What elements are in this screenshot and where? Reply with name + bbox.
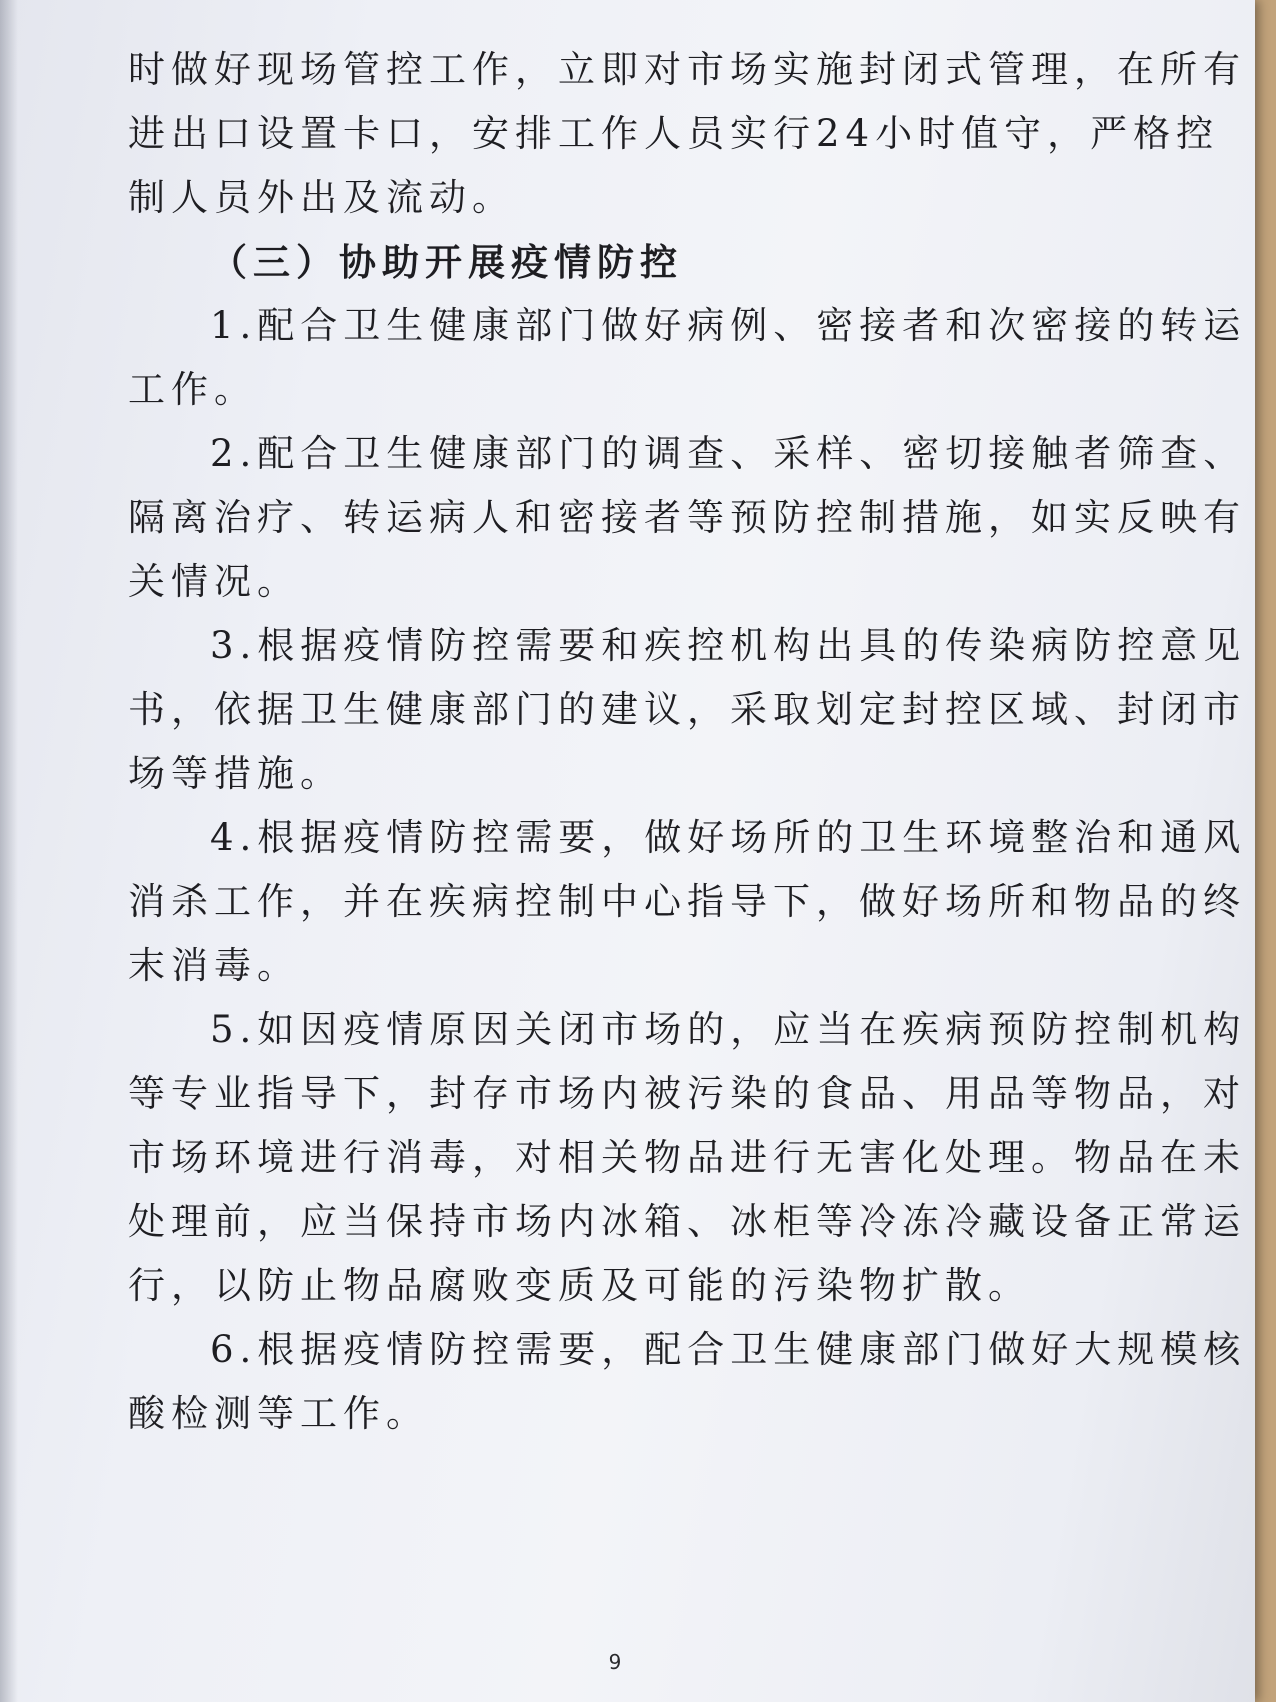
section-heading: （三）协助开展疫情防控 xyxy=(210,240,683,284)
text-line: 6.根据疫情防控需要，配合卫生健康部门做好大规模核 xyxy=(210,1328,1247,1371)
page-number: 9 xyxy=(608,1650,622,1674)
text-line: 3.根据疫情防控需要和疾控机构出具的传染病防控意见 xyxy=(210,624,1247,667)
text-line: 等专业指导下，封存市场内被污染的食品、用品等物品，对 xyxy=(128,1072,1246,1115)
text-line: 消杀工作，并在疾病控制中心指导下，做好场所和物品的终 xyxy=(128,880,1246,923)
text-line: 末消毒。 xyxy=(128,944,300,987)
text-line: 场等措施。 xyxy=(128,752,343,795)
body-text xyxy=(128,38,1247,1446)
text-line: 工作。 xyxy=(128,368,257,411)
text-line: 制人员外出及流动。 xyxy=(128,176,515,219)
text-line: 4.根据疫情防控需要，做好场所的卫生环境整治和通风 xyxy=(210,816,1247,859)
text-line: 处理前，应当保持市场内冰箱、冰柜等冷冻冷藏设备正常运 xyxy=(128,1200,1246,1243)
page-binding-shadow xyxy=(0,0,18,1702)
text-line: 行，以防止物品腐败变质及可能的污染物扩散。 xyxy=(128,1264,1031,1307)
text-line: 市场环境进行消毒，对相关物品进行无害化处理。物品在未 xyxy=(128,1136,1246,1179)
text-line: 5.如因疫情原因关闭市场的，应当在疾病预防控制机构 xyxy=(210,1008,1247,1051)
text-line: 1.配合卫生健康部门做好病例、密接者和次密接的转运 xyxy=(210,304,1247,347)
text-line: 时做好现场管控工作，立即对市场实施封闭式管理，在所有 xyxy=(128,48,1246,91)
text-line: 隔离治疗、转运病人和密接者等预防控制措施，如实反映有 xyxy=(128,496,1246,539)
text-line: 2.配合卫生健康部门的调查、采样、密切接触者筛查、 xyxy=(210,432,1247,475)
text-line: 进出口设置卡口，安排工作人员实行24小时值守，严格控 xyxy=(128,112,1220,155)
text-line: 关情况。 xyxy=(128,560,300,603)
text-line: 酸检测等工作。 xyxy=(128,1392,429,1435)
text-line: 书，依据卫生健康部门的建议，采取划定封控区域、封闭市 xyxy=(128,688,1246,731)
